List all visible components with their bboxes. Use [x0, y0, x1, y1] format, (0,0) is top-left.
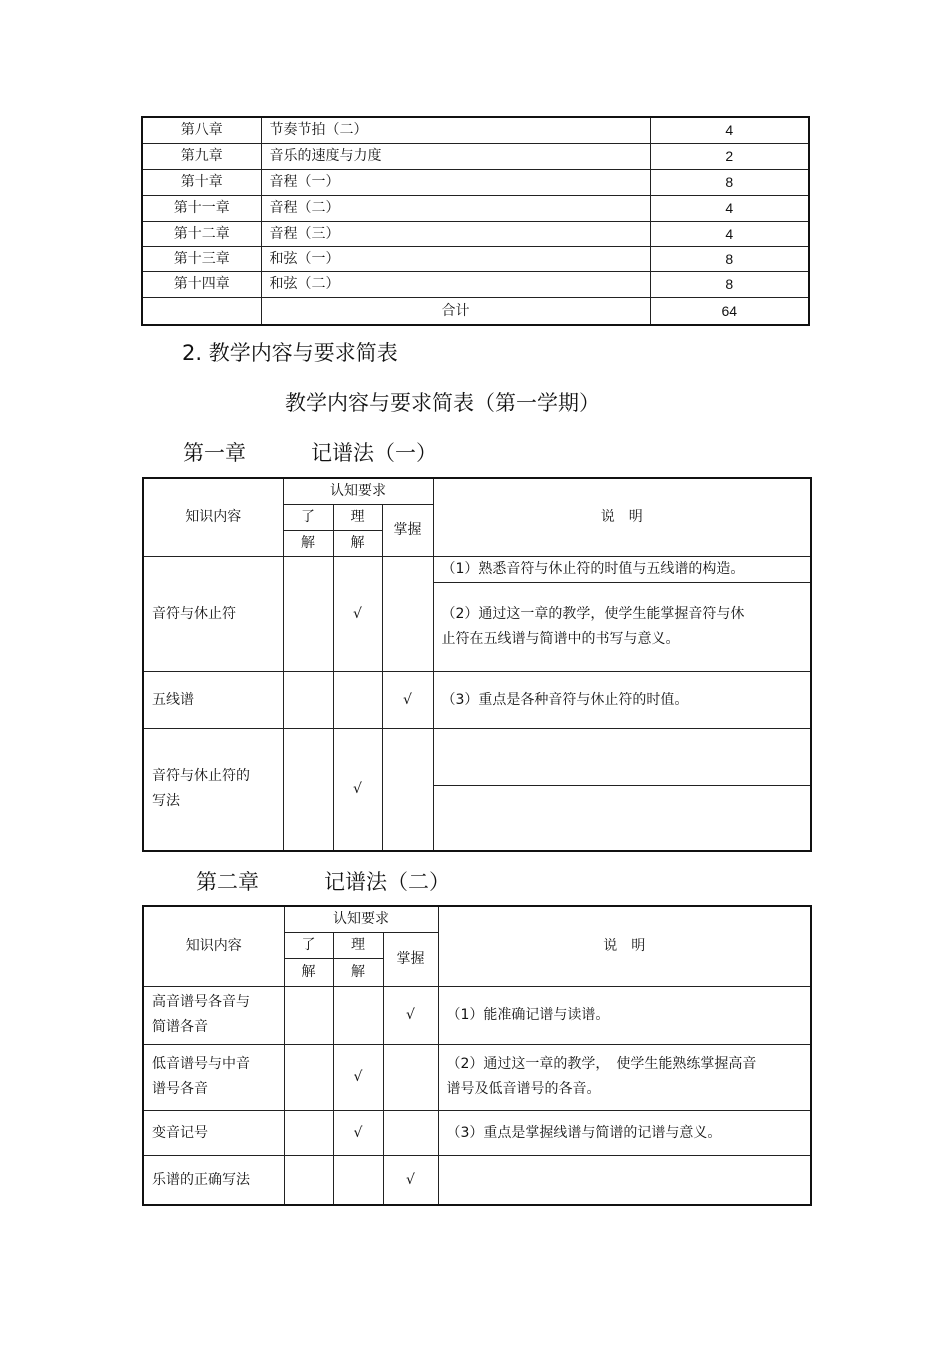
- comprehend-header-2: 解: [333, 530, 382, 556]
- understand-header-2: 解: [284, 958, 333, 986]
- table-title: 教学内容与要求简表（第一学期）: [285, 391, 600, 415]
- knowledge-item-line: 谱号各音: [152, 1081, 208, 1097]
- table-row: [142, 143, 809, 169]
- chapter2-number: 第二章: [196, 870, 259, 894]
- knowledge-item-line: 低音谱号与中音: [152, 1056, 250, 1072]
- hours-cell: 4: [650, 221, 809, 246]
- knowledge-item: [143, 986, 284, 1044]
- knowledge-item-line: 音符与休止符的: [152, 768, 250, 785]
- knowledge-item: [143, 728, 283, 851]
- hours-table: [141, 116, 810, 326]
- chapter1-name: 记谱法（一）: [311, 441, 437, 465]
- chapter1-number: 第一章: [183, 441, 246, 465]
- title-cell: 和弦（一）: [261, 246, 650, 271]
- check-mark: √: [382, 671, 433, 728]
- table-row: [143, 1110, 811, 1155]
- knowledge-item-line: 高音谱号各音与: [152, 994, 250, 1010]
- chapter-cell: 第九章: [142, 143, 261, 169]
- check-mark: √: [333, 728, 382, 851]
- total-value: 64: [650, 297, 809, 325]
- note-line: （3）重点是各种音符与休止符的时值。: [433, 671, 811, 728]
- title-cell: 音程（三）: [261, 221, 650, 246]
- note-line: （1）熟悉音符与休止符的时值与五线谱的构造。: [433, 556, 811, 582]
- empty-cell: [284, 986, 333, 1044]
- note-line: （2）通过这一章的教学，使学生能掌握音符与休: [441, 605, 745, 622]
- title-cell: 和弦（二）: [261, 271, 650, 297]
- master-header: 掌握: [382, 504, 433, 556]
- total-label: 合计: [261, 297, 650, 325]
- empty-cell: [333, 986, 383, 1044]
- empty-cell: [284, 1110, 333, 1155]
- note-line: 止符在五线谱与简谱中的书写与意义。: [441, 630, 680, 647]
- empty-cell: [433, 785, 811, 851]
- empty-cell: [333, 671, 382, 728]
- cognition-header: 认知要求: [284, 906, 438, 932]
- empty-cell: [284, 1155, 333, 1205]
- chapter-cell: 第十四章: [142, 271, 261, 297]
- knowledge-item-line: 写法: [152, 793, 180, 810]
- note-cell: [438, 1044, 811, 1110]
- notes-header: 说 明: [438, 906, 811, 986]
- title-cell: 音程（二）: [261, 195, 650, 221]
- table-row: [142, 246, 809, 271]
- check-mark: √: [333, 1044, 383, 1110]
- note-line: （2）通过这一章的教学， 使学生能熟练掌握高音: [446, 1056, 757, 1072]
- empty-cell: [433, 728, 811, 785]
- table-row: [142, 169, 809, 195]
- chapter1-table: [142, 477, 812, 852]
- chapter-cell: 第十一章: [142, 195, 261, 221]
- title-cell: 音乐的速度与力度: [261, 143, 650, 169]
- table-row: [143, 1155, 811, 1205]
- check-mark: √: [383, 986, 438, 1044]
- title-cell: 节奏节拍（二）: [261, 117, 650, 143]
- chapter2-table: [142, 905, 812, 1206]
- knowledge-item: 五线谱: [143, 671, 283, 728]
- empty-cell: [283, 671, 333, 728]
- comprehend-header-1: 理: [333, 932, 383, 958]
- knowledge-header: 知识内容: [143, 478, 283, 556]
- knowledge-item: 音符与休止符: [143, 556, 283, 671]
- empty-cell: [382, 556, 433, 671]
- hours-cell: 8: [650, 246, 809, 271]
- knowledge-item: 变音记号: [143, 1110, 284, 1155]
- check-mark: √: [333, 556, 382, 671]
- table-row: [143, 1044, 811, 1110]
- empty-cell: [284, 1044, 333, 1110]
- understand-header-2: 解: [283, 530, 333, 556]
- total-row: [142, 297, 809, 325]
- knowledge-item: 乐谱的正确写法: [143, 1155, 284, 1205]
- table-row: [142, 195, 809, 221]
- knowledge-item: [143, 1044, 284, 1110]
- table-row: [143, 986, 811, 1044]
- chapter-cell: 第十章: [142, 169, 261, 195]
- cognition-header: 认知要求: [283, 478, 433, 504]
- chapter2-name: 记谱法（二）: [324, 870, 450, 894]
- chapter-cell: 第十二章: [142, 221, 261, 246]
- hours-cell: 2: [650, 143, 809, 169]
- note-line: （1）能准确记谱与读谱。: [438, 986, 811, 1044]
- empty-cell: [142, 297, 261, 325]
- empty-cell: [438, 1155, 811, 1205]
- table-row: [142, 117, 809, 143]
- table-row: [142, 271, 809, 297]
- hours-cell: 8: [650, 169, 809, 195]
- understand-header-1: 了: [284, 932, 333, 958]
- check-mark: √: [333, 1110, 383, 1155]
- note-line: 谱号及低音谱号的各音。: [446, 1081, 601, 1097]
- note-cell: [433, 582, 811, 671]
- empty-cell: [283, 556, 333, 671]
- chapter-cell: 第十三章: [142, 246, 261, 271]
- section-heading: 2. 教学内容与要求简表: [182, 341, 398, 365]
- hours-cell: 4: [650, 117, 809, 143]
- empty-cell: [383, 1110, 438, 1155]
- notes-header: 说 明: [433, 478, 811, 556]
- knowledge-item-line: 简谱各音: [152, 1019, 208, 1035]
- comprehend-header-2: 解: [333, 958, 383, 986]
- empty-cell: [382, 728, 433, 851]
- comprehend-header-1: 理: [333, 504, 382, 530]
- hours-cell: 8: [650, 271, 809, 297]
- note-line: （3）重点是掌握线谱与简谱的记谱与意义。: [438, 1110, 811, 1155]
- hours-cell: 4: [650, 195, 809, 221]
- empty-cell: [283, 728, 333, 851]
- title-cell: 音程（一）: [261, 169, 650, 195]
- knowledge-header: 知识内容: [143, 906, 284, 986]
- master-header: 掌握: [383, 932, 438, 986]
- check-mark: √: [383, 1155, 438, 1205]
- understand-header-1: 了: [283, 504, 333, 530]
- chapter-cell: 第八章: [142, 117, 261, 143]
- table-row: [142, 221, 809, 246]
- empty-cell: [383, 1044, 438, 1110]
- empty-cell: [333, 1155, 383, 1205]
